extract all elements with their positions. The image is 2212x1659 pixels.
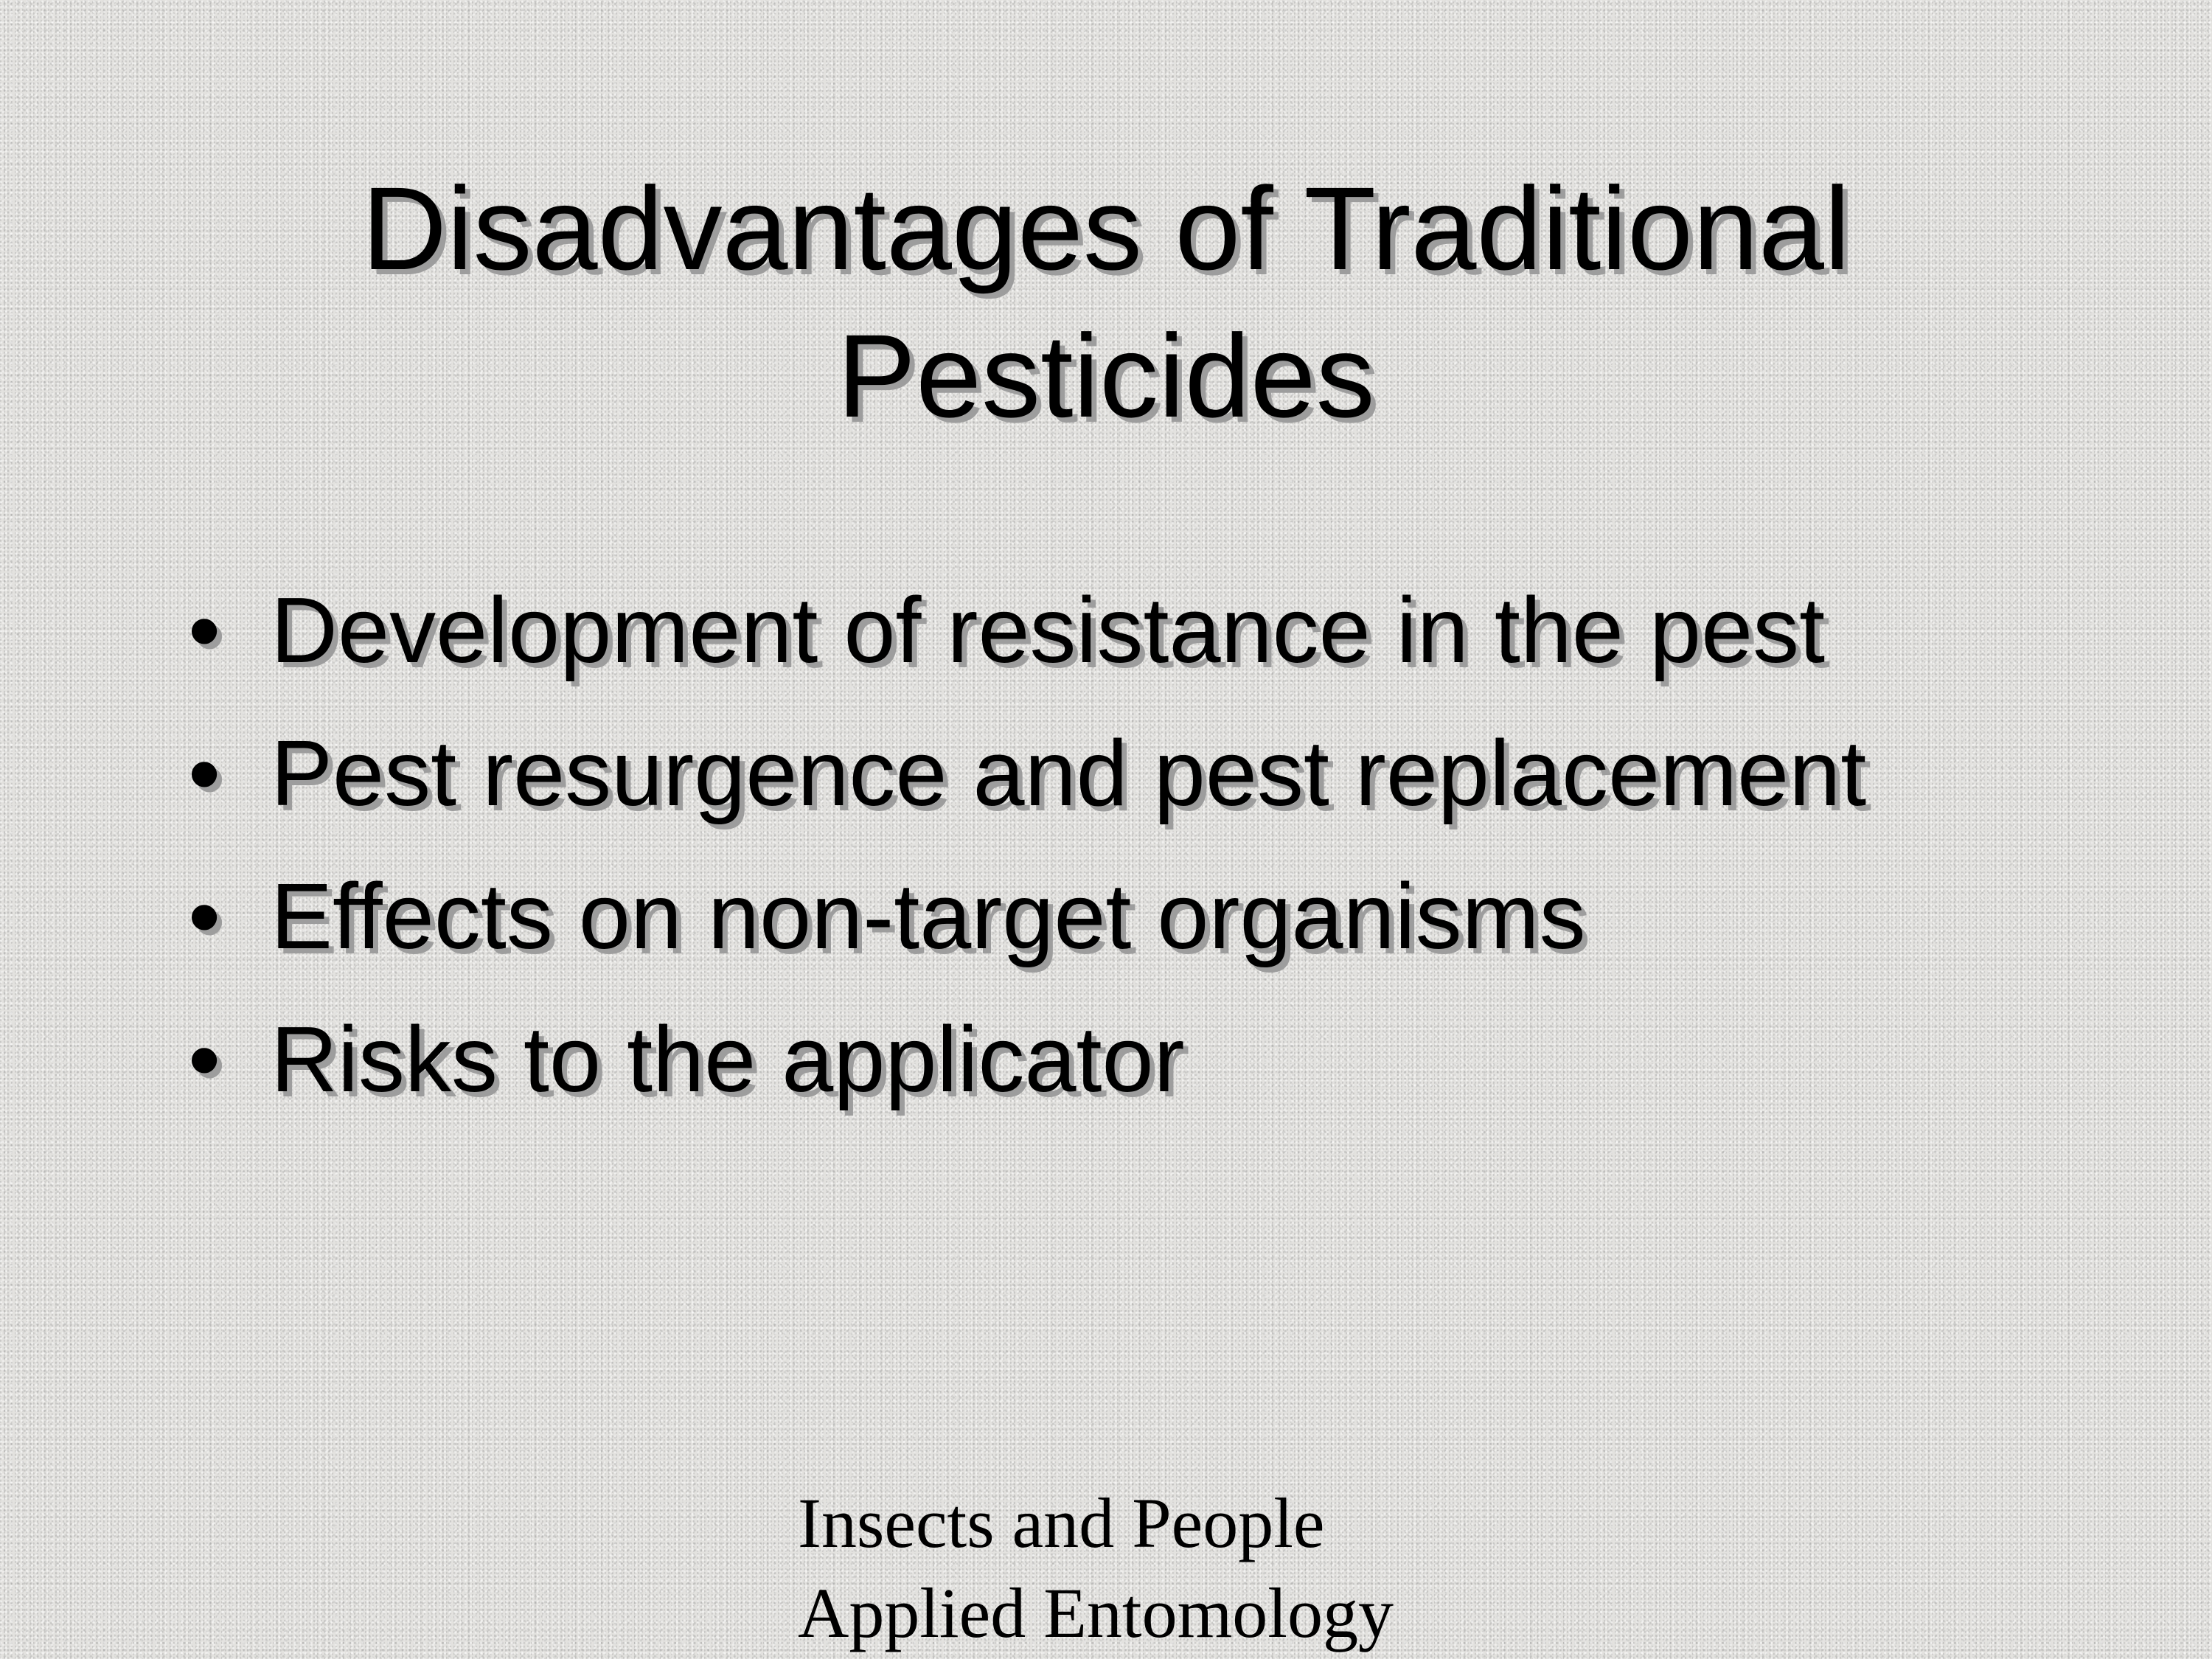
bullet-marker: • xyxy=(188,864,221,968)
bullet-item xyxy=(188,1007,1866,1155)
bullet-text: Risks to the applicator xyxy=(271,1007,1185,1111)
bullet-item xyxy=(188,864,1866,1012)
bullet-text: Pest resurgence and pest replacement xyxy=(271,721,1867,825)
bullet-item xyxy=(188,721,1867,869)
bullet-text: Development of resistance in the pest xyxy=(271,578,1826,682)
slide-footer xyxy=(798,1478,1394,1658)
footer-line-1: Insects and People xyxy=(798,1484,1325,1562)
footer-line-2: Applied Entomology xyxy=(798,1573,1394,1652)
bullet-list xyxy=(188,578,1867,1155)
slide-title-line-1: Disadvantages of Traditional xyxy=(361,162,1851,294)
bullet-text: Effects on non-target organisms xyxy=(271,864,1586,968)
bullet-marker: • xyxy=(188,721,221,825)
bullet-item xyxy=(188,578,1866,726)
bullet-marker: • xyxy=(188,578,221,682)
slide-title-line-2: Pesticides xyxy=(837,310,1375,442)
bullet-marker: • xyxy=(188,1007,221,1111)
slide-title xyxy=(0,155,2212,450)
